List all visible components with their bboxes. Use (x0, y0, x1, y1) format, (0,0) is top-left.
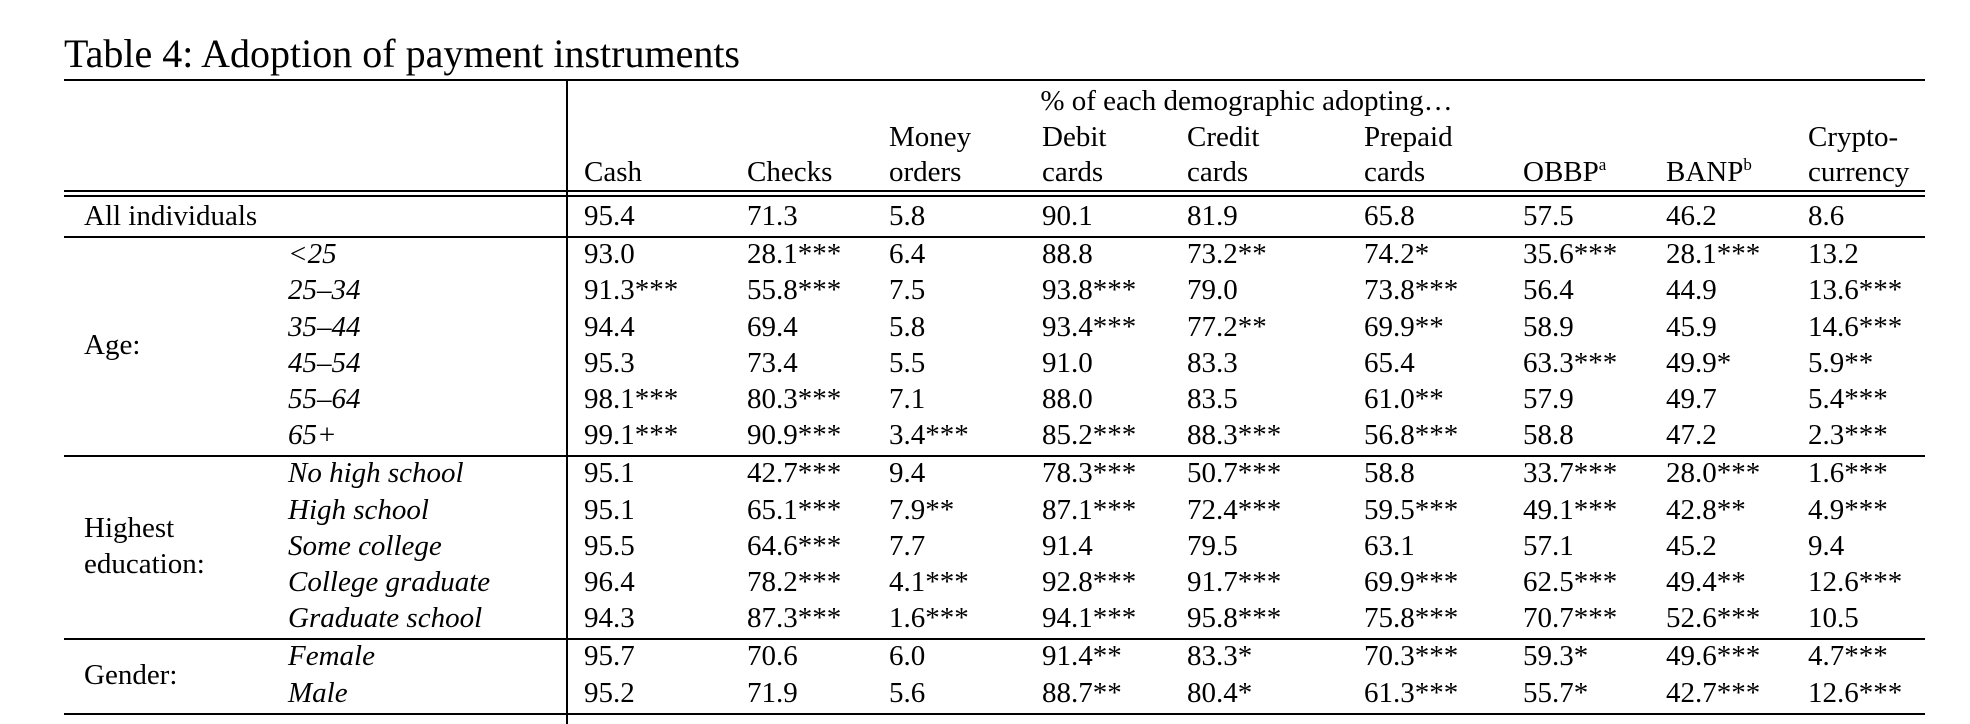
table-cell: 88.8 (1042, 238, 1093, 271)
column-header-text: cards (1042, 156, 1104, 188)
row-sublabel: 45–54 (288, 346, 361, 379)
table-cell: 64.6*** (747, 529, 842, 562)
row-sublabel: Graduate school (288, 602, 483, 635)
header-rule-2 (64, 195, 1925, 197)
column-header-label (1666, 155, 1752, 189)
table-cell: 59.3* (1523, 640, 1589, 673)
row-sublabel: Male (288, 676, 348, 709)
row-sublabel: 35–44 (288, 310, 361, 343)
table-cell: 83.5 (1187, 383, 1238, 415)
column-header-text: OBBP (1523, 156, 1599, 188)
column-header-label (1808, 155, 1909, 189)
table-cell: 87.1*** (1042, 493, 1137, 526)
table-cell: 94.4 (584, 310, 635, 343)
column-header-text: cards (1187, 156, 1249, 188)
table-cell: 12.6*** (1808, 566, 1903, 598)
table-cell: 3.4*** (889, 419, 969, 452)
table-cell: 56.8*** (1364, 419, 1459, 452)
table-cell: 99.1*** (584, 419, 679, 452)
table-cell: 42.7*** (747, 457, 842, 490)
table-cell: 28.1*** (747, 238, 842, 271)
column-header-label (889, 155, 961, 189)
header-rule-1 (64, 190, 1925, 192)
table-cell: 62.5*** (1523, 566, 1618, 598)
column-header-text: cards (1364, 156, 1426, 188)
table-cell: 95.4 (584, 200, 635, 232)
table-cell: 94.3 (584, 602, 635, 635)
table-cell: 7.1 (889, 383, 926, 415)
column-header-label (1523, 155, 1606, 189)
row-sublabel: 25–34 (288, 274, 361, 307)
table-cell: 70.7*** (1523, 602, 1618, 635)
table-cell: 79.5 (1187, 529, 1238, 562)
table-cell: 49.1*** (1523, 493, 1618, 526)
table-cell: 91.4 (1042, 529, 1093, 562)
table-cell: 75.8*** (1364, 602, 1459, 635)
table-cell: 5.8 (889, 200, 926, 232)
table-cell: 4.7*** (1808, 640, 1888, 673)
column-header-line1: Credit (1187, 121, 1260, 153)
table-cell: 87.3*** (747, 602, 842, 635)
footnote-marker: a (1598, 155, 1607, 174)
table-cell: 61.3*** (1364, 676, 1459, 709)
table-cell: 73.2** (1187, 238, 1267, 271)
table-cell: 69.9*** (1364, 566, 1459, 598)
table-cell: 69.4 (747, 310, 798, 343)
table-cell: 6.4 (889, 238, 926, 271)
table-cell: 49.7 (1666, 383, 1717, 415)
row-sublabel: No high school (288, 457, 464, 490)
column-header-label (1042, 155, 1103, 189)
group-label: Highest (84, 511, 175, 544)
table-cell: 92.8*** (1042, 566, 1137, 598)
table-cell: 5.9** (1808, 346, 1874, 379)
table-title: Table 4: Adoption of payment instruments (64, 31, 740, 76)
table-cell: 13.2 (1808, 238, 1859, 271)
table-cell: 79.0 (1187, 274, 1238, 307)
table-cell: 35.6*** (1523, 238, 1618, 271)
group-rule (64, 713, 1925, 715)
table-cell: 65.8 (1364, 200, 1415, 232)
table-cell: 58.8 (1364, 457, 1415, 490)
table-cell: 50.7*** (1187, 457, 1282, 490)
table-cell: 93.4*** (1042, 310, 1137, 343)
table-cell: 13.6*** (1808, 274, 1903, 307)
table-cell: 46.2 (1666, 200, 1717, 232)
column-header-label (747, 155, 832, 189)
table-cell: 56.4 (1523, 274, 1574, 307)
spanning-header: % of each demographic adopting… (1040, 85, 1453, 117)
table-cell: 45.9 (1666, 310, 1717, 343)
table-cell: 98.1*** (584, 383, 679, 415)
table-cell: 83.3 (1187, 346, 1238, 379)
table-cell: 63.3*** (1523, 346, 1618, 379)
table-cell: 80.4* (1187, 676, 1253, 709)
table-cell: 95.2 (584, 676, 635, 709)
table-cell: 59.5*** (1364, 493, 1459, 526)
table-cell: 91.4** (1042, 640, 1122, 673)
table-cell: 73.8*** (1364, 274, 1459, 307)
table-cell: 8.6 (1808, 200, 1845, 232)
column-header-line1: Money (889, 121, 972, 153)
table-cell: 95.5 (584, 529, 635, 562)
table-cell: 5.6 (889, 676, 926, 709)
stub-separator (566, 79, 568, 724)
table-cell: 49.6*** (1666, 640, 1761, 673)
column-header-text: orders (889, 156, 962, 188)
table-cell: 93.0 (584, 238, 635, 271)
table-cell: 7.7 (889, 529, 926, 562)
row-sublabel: <25 (288, 238, 337, 271)
table-cell: 88.7** (1042, 676, 1122, 709)
table-cell: 74.2* (1364, 238, 1430, 271)
table-cell: 63.1 (1364, 529, 1415, 562)
table-cell: 73.4 (747, 346, 798, 379)
table-cell: 5.5 (889, 346, 926, 379)
table-cell: 7.9** (889, 493, 955, 526)
table-cell: 49.9* (1666, 346, 1732, 379)
table-cell: 70.6 (747, 640, 798, 673)
table-cell: 49.4** (1666, 566, 1746, 598)
table-cell: 95.7 (584, 640, 635, 673)
column-header-line1: Crypto- (1808, 121, 1899, 153)
row-sublabel: High school (288, 493, 429, 526)
table-cell: 70.3*** (1364, 640, 1459, 673)
column-header-label (1364, 155, 1425, 189)
table-cell: 93.8*** (1042, 274, 1137, 307)
column-header-line1: Debit (1042, 121, 1107, 153)
table-cell: 91.0 (1042, 346, 1093, 379)
table-cell: 78.2*** (747, 566, 842, 598)
table-cell: 91.3*** (584, 274, 679, 307)
table-cell: 57.5 (1523, 200, 1574, 232)
table-cell: 57.9 (1523, 383, 1574, 415)
column-header-text: currency (1808, 156, 1910, 188)
row-sublabel: 55–64 (288, 383, 361, 415)
table-cell: 55.7* (1523, 676, 1589, 709)
table-cell: 12.6*** (1808, 676, 1903, 709)
table-cell: 95.3 (584, 346, 635, 379)
table-cell: 58.8 (1523, 419, 1574, 452)
table-cell: 85.2*** (1042, 419, 1137, 452)
table-cell: 95.8*** (1187, 602, 1282, 635)
column-header-text: Checks (747, 156, 833, 188)
table-cell: 81.9 (1187, 200, 1238, 232)
column-header-text: BANP (1666, 156, 1744, 188)
table-cell: 69.9** (1364, 310, 1444, 343)
table-cell: 95.1 (584, 457, 635, 490)
table-cell: 2.3*** (1808, 419, 1888, 452)
table-cell: 65.1*** (747, 493, 842, 526)
group-label: Gender: (84, 658, 178, 691)
table-cell: 5.8 (889, 310, 926, 343)
table-cell: 10.5 (1808, 602, 1859, 635)
table-cell: 42.7*** (1666, 676, 1761, 709)
table-cell: 33.7*** (1523, 457, 1618, 490)
table-cell: 4.9*** (1808, 493, 1888, 526)
table-cell: 88.3*** (1187, 419, 1282, 452)
table-cell: 6.0 (889, 640, 926, 673)
table-cell: 94.1*** (1042, 602, 1137, 635)
row-label-all-individuals: All individuals (84, 200, 258, 232)
table-cell: 5.4*** (1808, 383, 1888, 415)
table-cell: 28.1*** (1666, 238, 1761, 271)
row-sublabel: College graduate (288, 566, 491, 598)
table-cell: 58.9 (1523, 310, 1574, 343)
table-cell: 78.3*** (1042, 457, 1137, 490)
table-cell: 96.4 (584, 566, 635, 598)
column-header-label (1187, 155, 1248, 189)
table-cell: 90.1 (1042, 200, 1093, 232)
table-cell: 77.2** (1187, 310, 1267, 343)
row-sublabel: Some college (288, 529, 442, 562)
table-cell: 91.7*** (1187, 566, 1282, 598)
table-cell: 72.4*** (1187, 493, 1282, 526)
column-header-text: Cash (584, 156, 642, 188)
table-cell: 95.1 (584, 493, 635, 526)
table-cell: 61.0** (1364, 383, 1444, 415)
table-cell: 88.0 (1042, 383, 1093, 415)
table-cell: 65.4 (1364, 346, 1415, 379)
group-label: education: (84, 547, 205, 580)
table-cell: 1.6*** (889, 602, 969, 635)
column-header-line1: Prepaid (1364, 121, 1453, 153)
group-rule (64, 236, 1925, 238)
table-cell: 80.3*** (747, 383, 842, 415)
table-cell: 42.8** (1666, 493, 1746, 526)
footnote-marker: b (1743, 155, 1752, 174)
row-sublabel: Female (288, 640, 375, 673)
table-cell: 14.6*** (1808, 310, 1903, 343)
group-label: Age: (84, 328, 141, 361)
column-header-label (584, 155, 642, 189)
table-cell: 45.2 (1666, 529, 1717, 562)
table-cell: 1.6*** (1808, 457, 1888, 490)
table-cell: 71.9 (747, 676, 798, 709)
table-cell: 9.4 (889, 457, 926, 490)
table-cell: 7.5 (889, 274, 926, 307)
table-cell: 47.2 (1666, 419, 1717, 452)
table-cell: 90.9*** (747, 419, 842, 452)
table-cell: 44.9 (1666, 274, 1717, 307)
table-cell: 4.1*** (889, 566, 969, 598)
table-cell: 71.3 (747, 200, 798, 232)
table-cell: 57.1 (1523, 529, 1574, 562)
table-cell: 9.4 (1808, 529, 1845, 562)
table-cell: 28.0*** (1666, 457, 1761, 490)
table-cell: 52.6*** (1666, 602, 1761, 635)
top-rule (64, 79, 1925, 81)
table-cell: 55.8*** (747, 274, 842, 307)
row-sublabel: 65+ (288, 419, 337, 452)
table-cell: 83.3* (1187, 640, 1253, 673)
